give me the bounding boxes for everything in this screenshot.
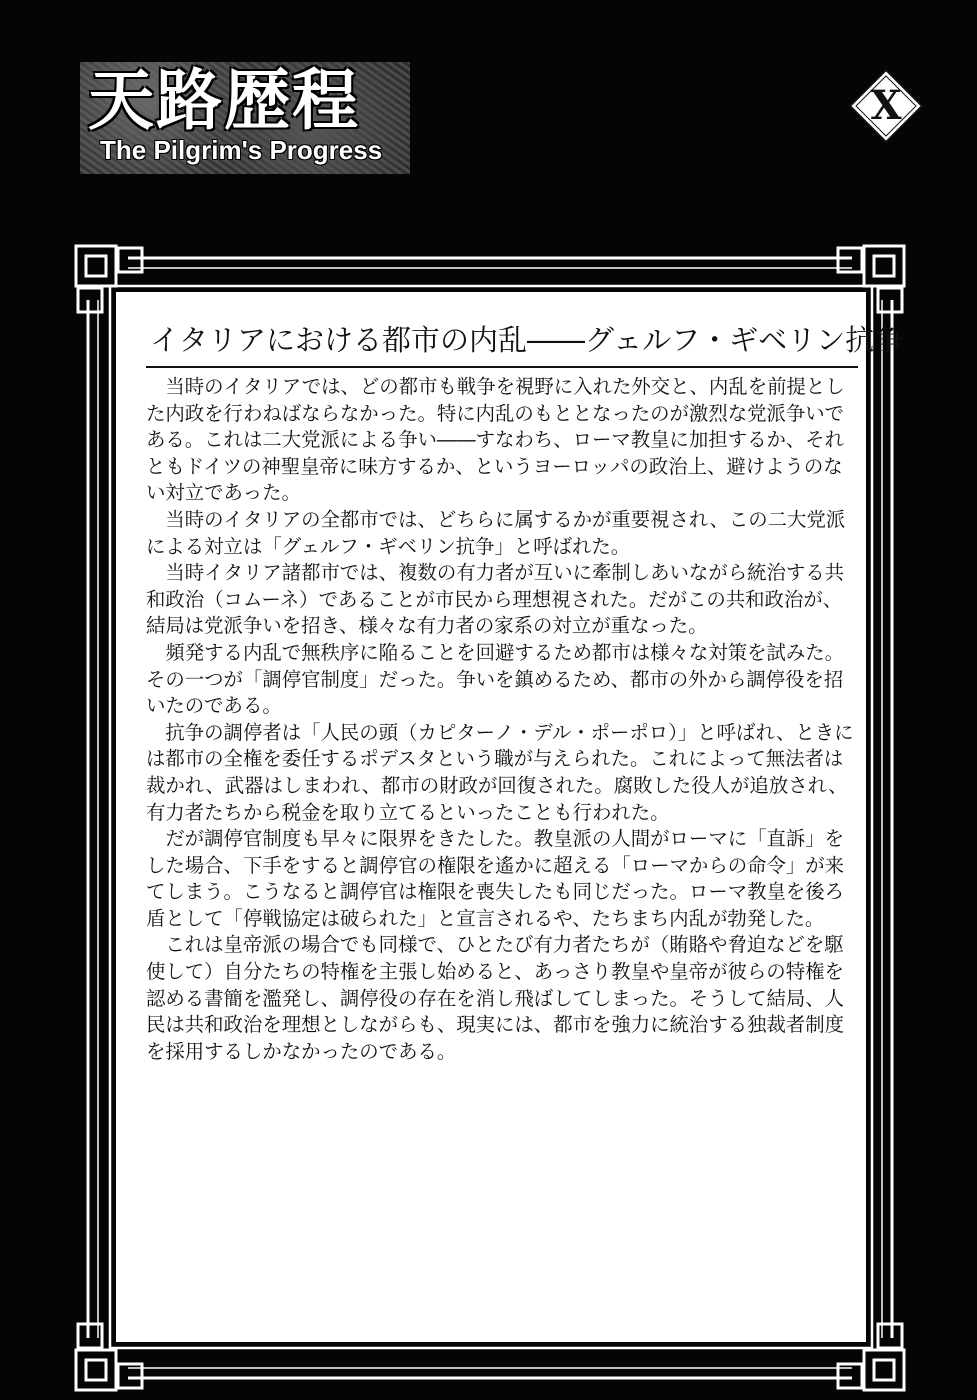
paragraph: 当時イタリア諸都市では、複数の有力者が互いに牽制しあいながら統治する共和政治（コムーネ）であることが市民から理想視された。だがこの共和政治が、結局は党派争いを招き、様々な有力者の家系の対立が重なった。 [146,561,845,638]
paragraph: 当時のイタリアの全都市では、どちらに属するかが重要視され、この二大党派による対立は「グェルフ・ギベリン抗争」と呼ばれた。 [146,507,846,558]
article-body [146,374,858,1065]
paragraph: 抗争の調停者は「人民の頭（カピターノ・デル・ポーポロ）」と呼ばれ、ときには都市の全権を委任するポデスタという職が与えられた。これによって無法者は裁かれ、武器はしまわれ、都市の財政が回復された。腐敗した役人が追放され、有力者たちから税金を取り立てるといったことも行われた。 [146,720,854,824]
paragraph: 当時のイタリアでは、どの都市も戦争を視野に入れた外交と、内乱を前提とした内政を行わねばならなかった。特に内乱のもととなったのが激烈な党派争いである。これは二大党派による争い――すなわち、ローマ教皇に加担するか、それともドイツの神聖皇帝に味方するか、というヨーロッパの政治上、避けようのない対立であった。 [146,375,845,505]
book-title-japanese: 天路歴程 [88,62,360,139]
book-title-english: The Pilgrim's Progress [100,135,383,165]
heading-divider [146,366,858,368]
paragraph: だが調停官制度も早々に限界をきたした。教皇派の人間がローマに「直訴」をした場合、下手をすると調停官の権限を遙かに超える「ローマからの命令」が来てしまう。こうなると調停官は権限を喪失したも同じだった。ローマ教皇を後ろ盾として「停戦協定は破られた」と宣言されるや、たちまち内乱が勃発した。 [146,827,845,930]
paragraph: 頻発する内乱で無秩序に陥ることを回避するため都市は様々な対策を試みた。その一つが「調停官制度」だった。争いを鎮めるため、都市の外から調停役を招いたのである。 [146,640,845,718]
paragraph: これは皇帝派の場合でも同様で、ひとたび有力者たちが（賄賂や脅迫などを駆使して）自分たちの特権を主張し始めると、あっさり教皇や皇帝が彼らの特権を認める書簡を濫発し、調停役の存在を消し飛ばしてしまった。そうして結局、人民は共和政治を理想としながらも、現実には、都市を強力に統治する独裁者制度を採用するしかなかったのである。 [146,933,845,1063]
chapter-number: X [870,82,902,129]
article-heading: イタリアにおける都市の内乱――グェルフ・ギベリン抗争 [150,323,904,357]
